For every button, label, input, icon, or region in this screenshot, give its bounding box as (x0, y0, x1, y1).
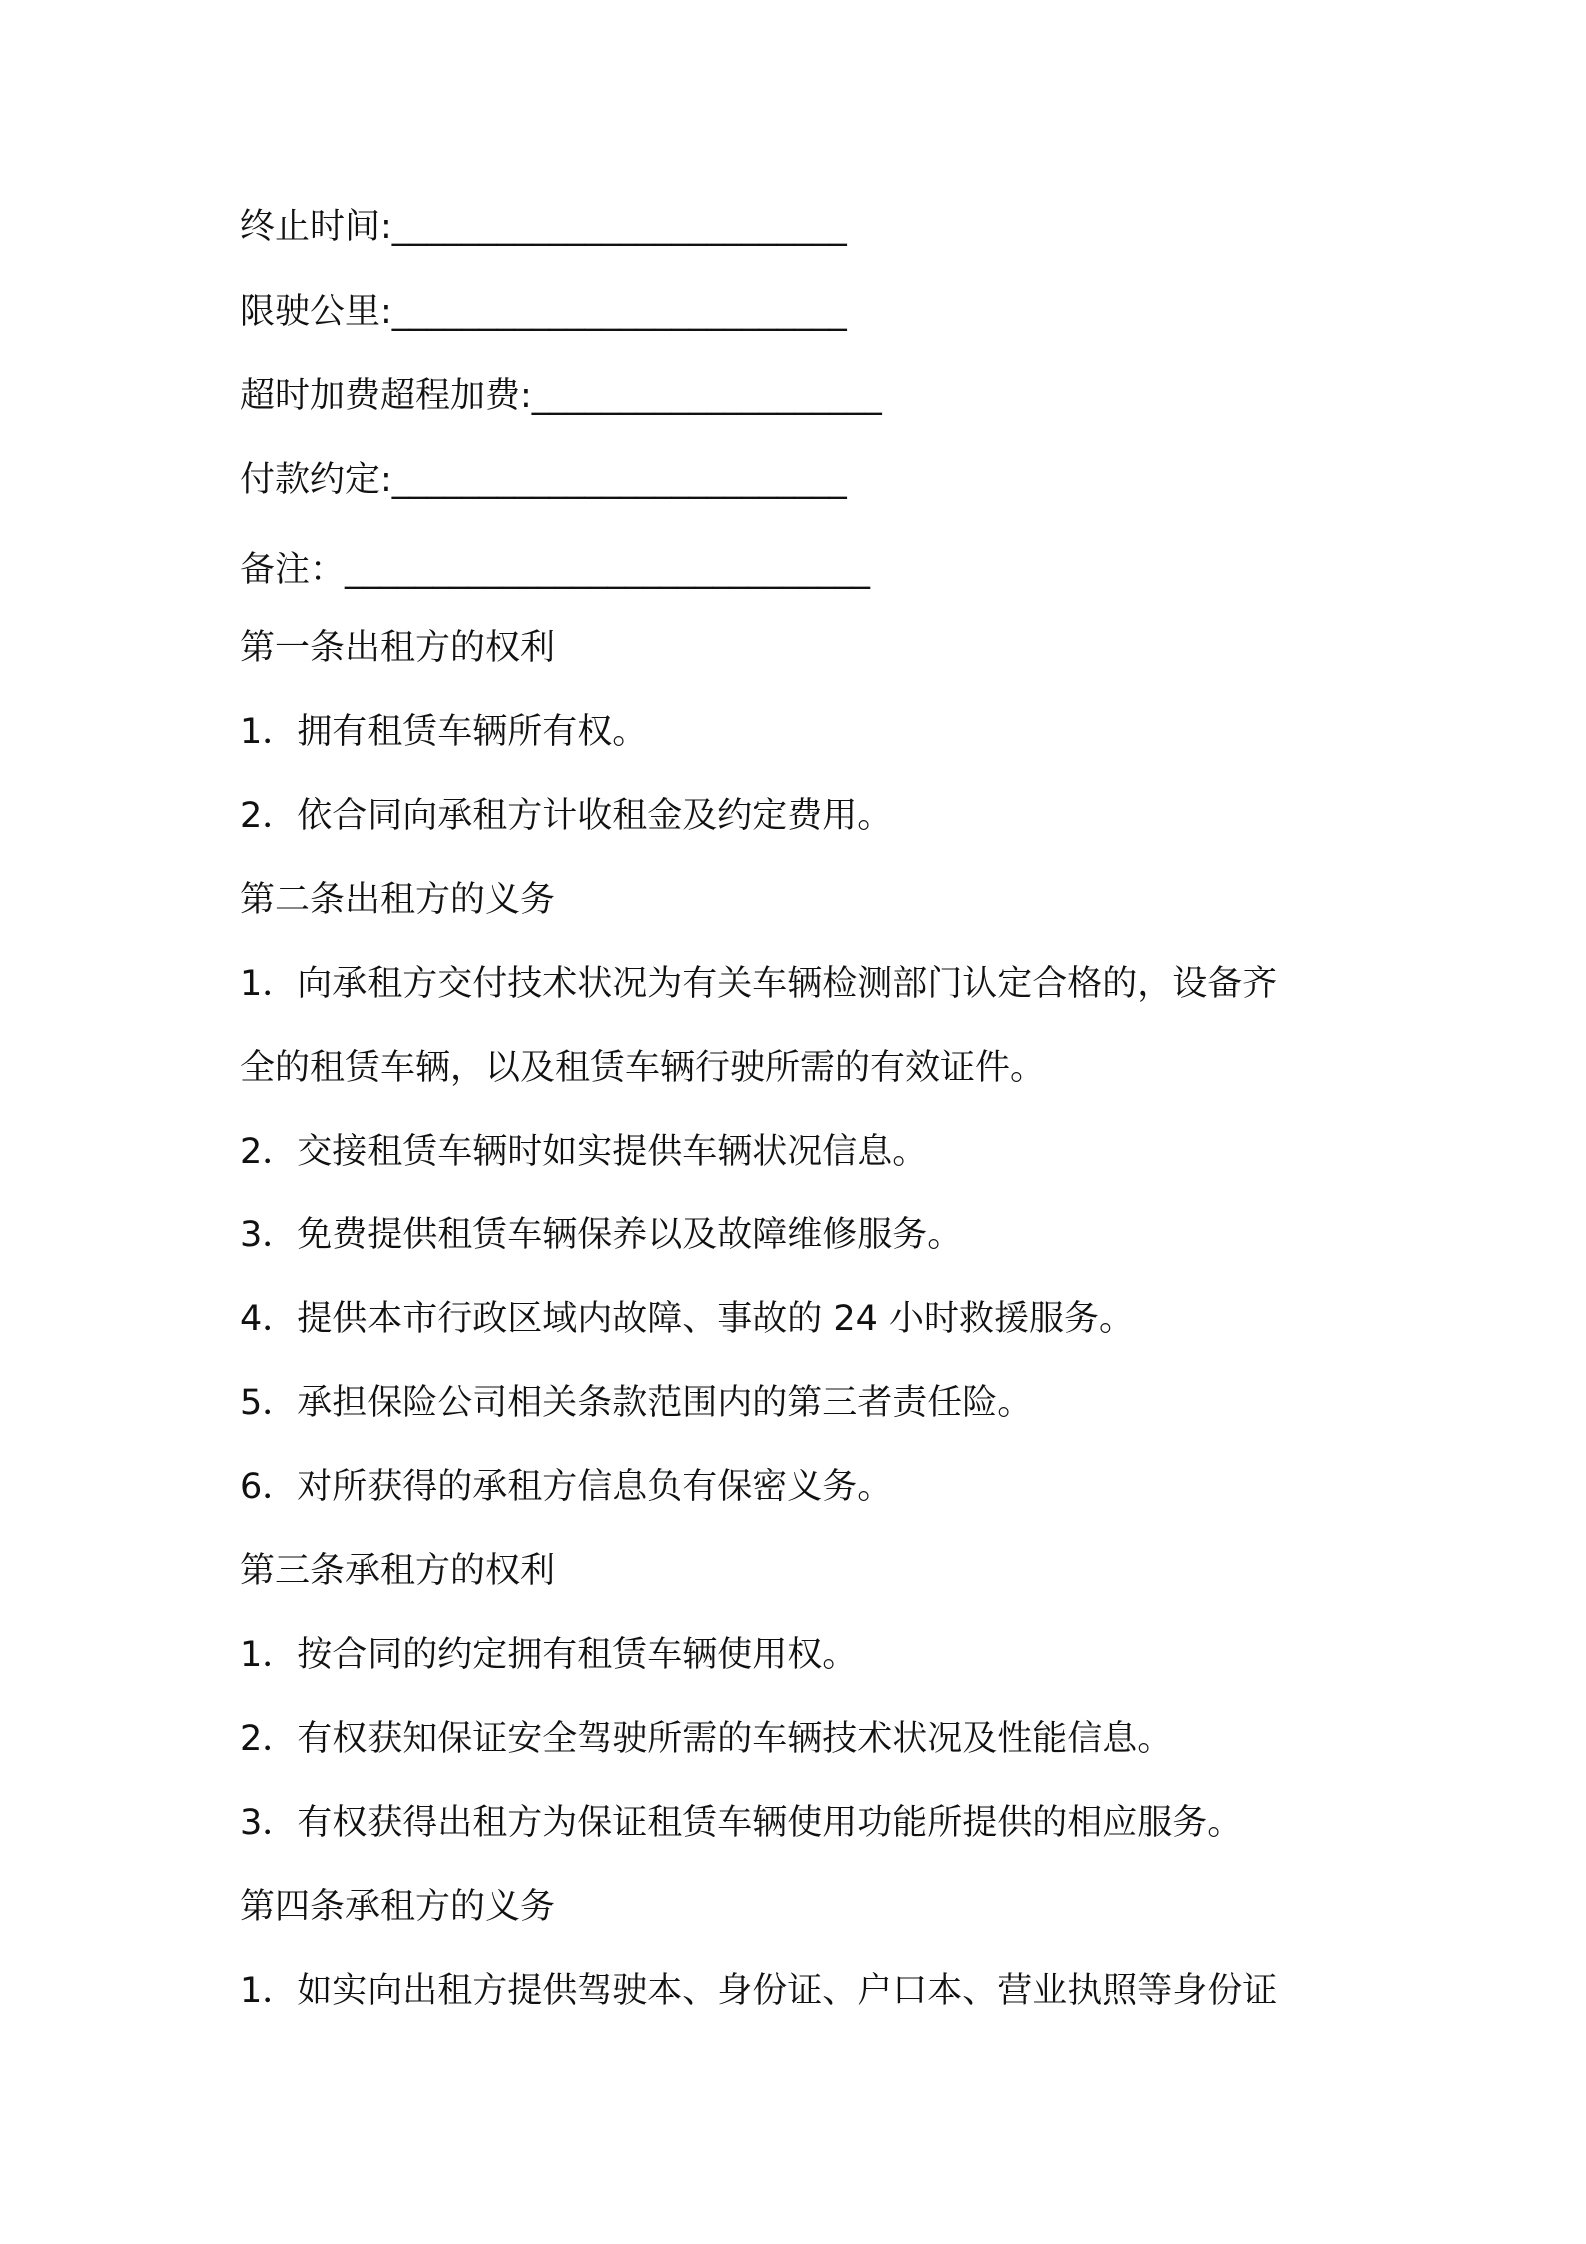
article3-item: 3．有权获得出租方为保证租赁车辆使用功能所提供的相应服务。 (240, 1803, 1243, 1843)
article2-item: 1．向承租方交付技术状况为有关车辆检测部门认定合格的，设备齐 (240, 964, 1278, 1004)
article2-item: 5．承担保险公司相关条款范围内的第三者责任险。 (240, 1383, 1033, 1423)
article2-item: 4．提供本市行政区域内故障、事故的 24 小时救援服务。 (240, 1299, 1135, 1339)
document-page (240, 0, 1380, 2244)
article1-item: 1．拥有租赁车辆所有权。 (240, 712, 648, 752)
article4-heading: 第四条承租方的义务 (240, 1887, 556, 1927)
article1-item: 2．依合同向承租方计收租金及约定费用。 (240, 796, 893, 836)
article2-item: 2．交接租赁车辆时如实提供车辆状况信息。 (240, 1132, 928, 1172)
field-payment-terms: 付款约定:__________________________ (240, 460, 847, 500)
field-remarks: 备注：______________________________ (240, 550, 871, 590)
article1-heading: 第一条出租方的权利 (240, 628, 556, 668)
article4-item: 1．如实向出租方提供驾驶本、身份证、户口本、营业执照等身份证 (240, 1971, 1278, 2011)
article2-item: 3．免费提供租赁车辆保养以及故障维修服务。 (240, 1215, 963, 1255)
field-end-time: 终止时间:__________________________ (240, 207, 847, 247)
field-overtime-fee: 超时加费超程加费:____________________ (240, 376, 882, 416)
article3-item: 2．有权获知保证安全驾驶所需的车辆技术状况及性能信息。 (240, 1719, 1173, 1759)
field-mileage-limit: 限驶公里:__________________________ (240, 292, 847, 332)
article2-item: 全的租赁车辆，以及租赁车辆行驶所需的有效证件。 (240, 1048, 1046, 1088)
article2-item: 6．对所获得的承租方信息负有保密义务。 (240, 1467, 893, 1507)
article3-heading: 第三条承租方的权利 (240, 1551, 556, 1591)
article3-item: 1．按合同的约定拥有租赁车辆使用权。 (240, 1635, 858, 1675)
article2-heading: 第二条出租方的义务 (240, 880, 556, 920)
